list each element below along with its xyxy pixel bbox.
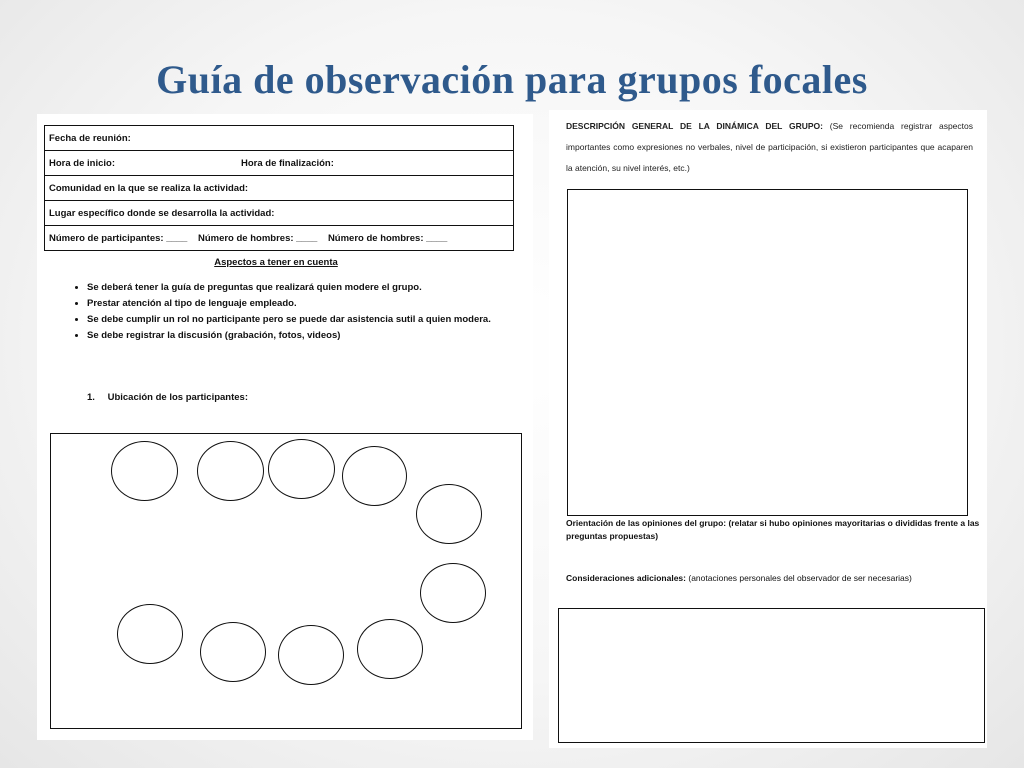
seat-circle [197, 441, 264, 501]
group-dynamics-notes-box[interactable] [567, 189, 968, 516]
observation-form-page-1 [37, 114, 533, 740]
end-time-label: Hora de finalización: [241, 157, 334, 169]
seat-circle [357, 619, 423, 679]
list-item: • Prestar atención al tipo de lenguaje empleado. [87, 296, 507, 312]
description-text: (Se recomienda registrar aspectos importantes como expresiones no verbales, nivel de participación, si existieron participantes que acaparen la atención, su nivel interés, etc.) [566, 121, 973, 173]
seat-circle [420, 563, 486, 623]
meeting-date-field[interactable]: Fecha de reunión: [45, 126, 514, 151]
meeting-info-table [44, 125, 514, 251]
section-number: 1. [87, 392, 95, 403]
additional-considerations-label [566, 573, 981, 583]
section-label: Ubicación de los participantes: [107, 392, 248, 403]
men-label: Número de hombres: ____ [197, 232, 318, 244]
additional-considerations-box[interactable] [558, 608, 985, 743]
seating-diagram [50, 433, 522, 729]
participant-location-heading [87, 392, 248, 403]
men-label-2: Número de hombres: ____ [327, 232, 448, 244]
seat-circle [278, 625, 344, 685]
considerations-heading: Consideraciones adicionales: [566, 573, 686, 583]
aspects-list [67, 280, 507, 344]
seat-circle [111, 441, 178, 501]
group-dynamics-description [566, 116, 973, 179]
list-item: • Se deberá tener la guía de preguntas que realizará quien modere el grupo. [87, 280, 507, 296]
participant-count-field[interactable] [45, 226, 514, 251]
aspects-heading: Aspectos a tener en cuenta [214, 257, 338, 268]
slide-title: Guía de observación para grupos focales [156, 57, 868, 102]
list-item: • Se debe cumplir un rol no participante pero se puede dar asistencia sutil a quien modera. [87, 312, 507, 328]
place-field[interactable]: Lugar específico donde se desarrolla la actividad: [45, 201, 514, 226]
considerations-text: (anotaciones personales del observador de ser necesarias) [688, 573, 912, 583]
meeting-time-field[interactable] [45, 151, 514, 176]
observation-form-page-2 [549, 110, 987, 748]
opinion-orientation-label: Orientación de las opiniones del grupo: (relatar si hubo opiniones mayoritarias o divididas frente a las preguntas propuestas) [566, 518, 980, 541]
list-item: • Se debe registrar la discusión (grabación, fotos, videos) [87, 328, 507, 344]
seat-circle [268, 439, 335, 499]
description-heading: DESCRIPCIÓN GENERAL DE LA DINÁMICA DEL GRUPO: [566, 121, 823, 131]
seat-circle [200, 622, 266, 682]
participants-label: Número de participantes: ____ [49, 232, 188, 244]
seat-circle [117, 604, 183, 664]
seat-circle [416, 484, 482, 544]
community-field[interactable]: Comunidad en la que se realiza la actividad: [45, 176, 514, 201]
start-time-label: Hora de inicio: [49, 157, 115, 169]
seat-circle [342, 446, 407, 506]
